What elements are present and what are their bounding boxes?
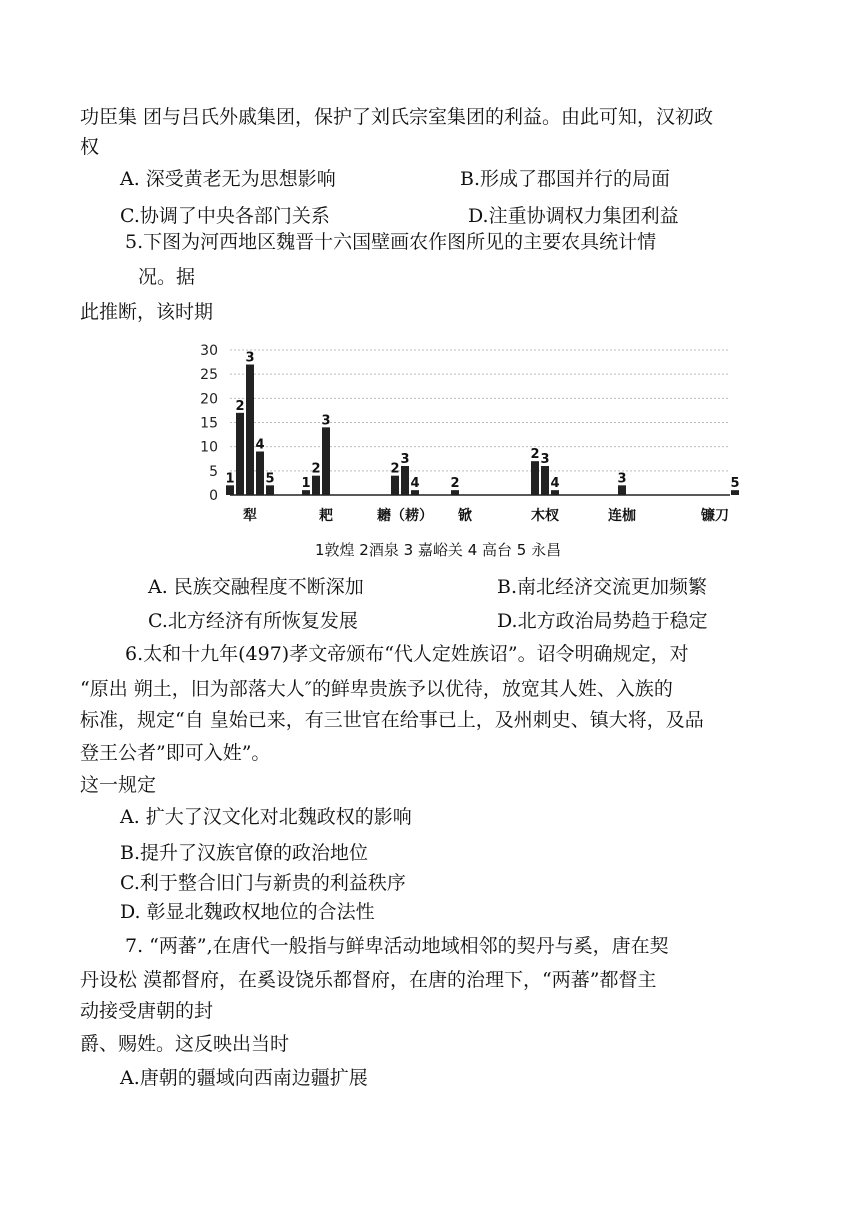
bar-series-label: 3 [540, 452, 550, 467]
bar-series-label: 4 [550, 476, 560, 492]
bar-series-label: 3 [400, 452, 410, 467]
q6-stem-line-5: 这一规定 [80, 774, 157, 796]
q6-option-b: B.提升了汉族官僚的政治地位 [120, 842, 369, 864]
q5-option-c: C.北方经济有所恢复发展 [148, 610, 358, 632]
bar-series-label: 2 [390, 461, 400, 477]
y-tick-label: 25 [200, 367, 218, 384]
x-category-label: 木杈 [531, 508, 559, 524]
x-category-label: 镰刀 [701, 508, 729, 524]
x-category-label: 锨 [458, 508, 472, 524]
x-category-label: 耙 [319, 508, 333, 524]
q6-option-c: C.利于整合旧门与新贵的利益秩序 [120, 872, 406, 894]
q5-option-a: A. 民族交融程度不断深加 [148, 576, 364, 598]
q6-stem-line-1: 6.太和十九年(497)孝文帝颁布“代人定姓族诏”。诏令明确规定，对 [125, 643, 689, 665]
bar [256, 452, 264, 496]
bar-series-label: 3 [245, 350, 255, 366]
bar [266, 485, 274, 495]
bar-series-label: 1 [301, 476, 311, 492]
bar [618, 485, 626, 495]
y-tick-label: 5 [209, 463, 218, 480]
bar [312, 476, 320, 495]
y-tick-label: 10 [200, 439, 218, 456]
y-tick-label: 30 [200, 343, 218, 359]
bar-series-label: 4 [410, 476, 420, 492]
q5-option-b: B.南北经济交流更加频繁 [497, 576, 708, 598]
q6-option-d: D. 彰显北魏政权地位的合法性 [120, 901, 375, 923]
q6-stem-line-4: 登王公者”即可入姓”。 [80, 742, 271, 764]
bar-series-label: 3 [617, 471, 627, 487]
q6-stem-line-3: 标准，规定“自 皇始已来，有三世官在给事已上，及州刺史、镇大将，及品 [80, 709, 704, 731]
q6-option-a: A. 扩大了汉文化对北魏政权的影响 [120, 806, 412, 828]
bar-series-label: 2 [311, 461, 321, 477]
bar [531, 461, 539, 495]
q7-stem-line-2: 丹设松 漠都督府，在奚设饶乐都督府，在唐的治理下，“两蕃”都督主 [80, 969, 657, 991]
q5-stem-line-2: 况。据 [138, 266, 196, 288]
q7-stem-line-3: 动接受唐朝的封 [80, 1000, 214, 1022]
q4-option-d: D.注重协调权力集团利益 [468, 205, 679, 227]
bar [401, 466, 409, 495]
q4-line-2: 权 [80, 136, 100, 158]
bar-series-label: 5 [265, 471, 275, 487]
q4-option-a: A. 深受黄老无为思想影响 [120, 168, 336, 190]
bar [236, 413, 244, 495]
q4-option-c: C.协调了中央各部门关系 [120, 205, 330, 227]
q6-stem-line-2: “原出 朔土，旧为部落大人″的鲜卑贵族予以优待，放宽其人姓、入族的 [80, 678, 673, 700]
chart-legend: 1敦煌 2酒泉 3 嘉峪关 4 高台 5 永昌 [315, 541, 562, 559]
bar-series-label: 2 [530, 447, 540, 463]
bar [391, 476, 399, 495]
bar [541, 466, 549, 495]
bar-series-label: 4 [255, 437, 265, 453]
bar [246, 365, 254, 496]
q5-stem-line-1: 5.下图为河西地区魏晋十六国壁画农作图所见的主要农具统计情 [125, 231, 657, 253]
bar-series-label: 2 [235, 398, 245, 414]
q5-option-d: D.北方政治局势趋于稳定 [497, 610, 708, 632]
y-tick-label: 15 [200, 415, 218, 432]
q7-option-a: A.唐朝的疆域向西南边疆扩展 [120, 1067, 368, 1089]
q5-stem-line-3: 此推断，该时期 [80, 301, 214, 323]
bar-series-label: 3 [321, 413, 331, 429]
q4-line-1: 功臣集 团与吕氏外戚集团，保护了刘氏宗室集团的利益。由此可知，汉初政 [80, 106, 714, 128]
y-tick-label: 20 [200, 391, 218, 408]
x-category-label: 耱（耢） [377, 508, 433, 524]
x-category-label: 犁 [243, 508, 257, 524]
x-category-label: 连枷 [608, 508, 636, 524]
y-tick-label: 0 [209, 488, 218, 504]
bar-series-label: 5 [730, 476, 740, 492]
q7-stem-line-1: 7. “两蕃”,在唐代一般指与鲜卑活动地域相邻的契丹与奚，唐在契 [125, 935, 669, 957]
bar [226, 485, 234, 495]
farm-tool-bar-chart [190, 335, 750, 560]
bar [322, 427, 330, 495]
q7-stem-line-4: 爵、赐姓。这反映出当时 [80, 1033, 290, 1055]
bar-series-label: 2 [450, 476, 460, 492]
q4-option-b: B.形成了郡国并行的局面 [460, 168, 671, 190]
bar-series-label: 1 [225, 471, 235, 487]
